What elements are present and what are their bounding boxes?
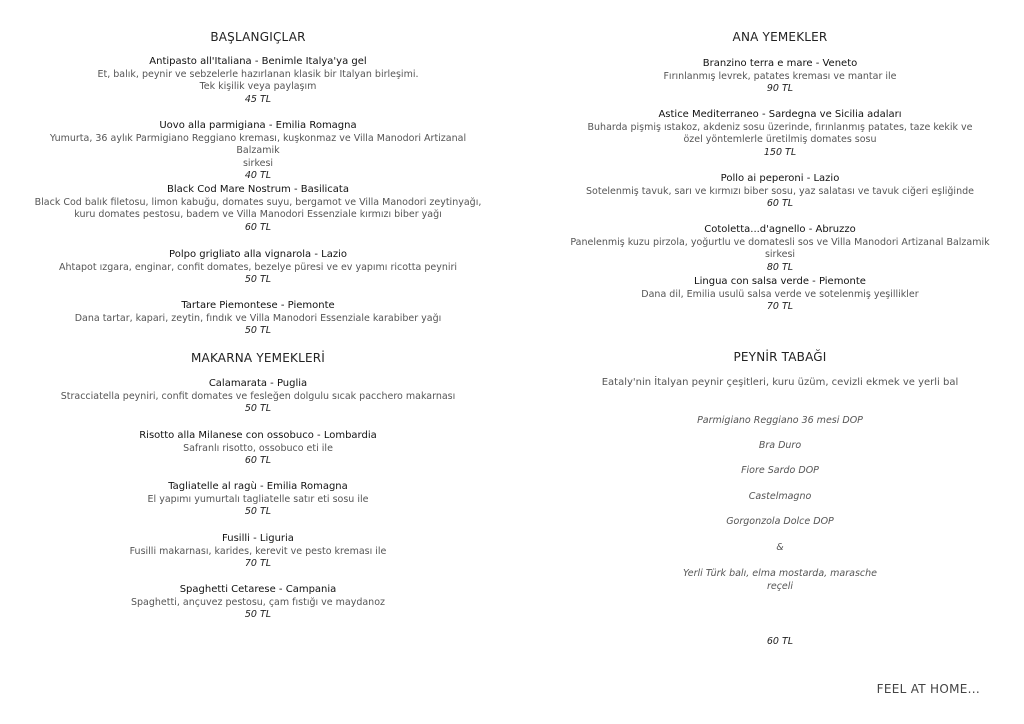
cheese-item: Fiore Sardo DOP [741,465,819,476]
menu-item-description: Fırınlanmış levrek, patates kreması ve mantar ile [663,70,897,82]
cheese-title: PEYNİR TABAĞI [733,350,827,364]
starters-title: BAŞLANGIÇLAR [210,30,306,44]
menu-item [28,378,488,416]
cheese-intro: Eataly'nin İtalyan peynir çeşitleri, kuru üzüm, cevizli ekmek ve yerli bal [601,377,959,388]
menu-item [28,56,488,106]
menu-item-price: 70 TL [766,301,794,312]
menu-item [28,300,488,338]
cheese-item: Castelmagno [748,491,812,502]
menu-item-name: Black Cod Mare Nostrum - Basilicata [167,184,349,195]
menu-item-price: 70 TL [244,558,272,569]
menu-item-price: 40 TL [244,170,272,181]
menu-item-price: 50 TL [244,325,272,336]
menu-item [28,584,488,622]
menu-item [560,276,1000,314]
menu-item-description: Fusilli makarnası, karides, kerevit ve pesto kreması ile [129,545,387,557]
cheese-item: Parmigiano Reggiano 36 mesi DOP [697,415,863,426]
menu-item-description: Black Cod balık filetosu, limon kabuğu, domates suyu, bergamot ve Villa Manodori zeytinyağı, kuru domates pestosu, badem ve Villa Manodori Essenziale kırmızı biber yağı [34,196,482,220]
menu-item-description: Panelenmiş kuzu pirzola, yoğurtlu ve domatesli sos ve Villa Manodori Artizanal Balzamik sirkesi [570,236,990,260]
menu-item-price: 60 TL [244,455,272,466]
menu-item-name: Tartare Piemontese - Piemonte [181,300,335,311]
menu-item [28,533,488,571]
menu-item [28,481,488,519]
menu-item [560,109,1000,159]
menu-item-name: Tagliatelle al ragù - Emilia Romagna [168,481,348,492]
menu-item [28,120,488,183]
menu-item-description: Yumurta, 36 aylık Parmigiano Reggiano kreması, kuşkonmaz ve Villa Manodori Artizanal Balzamik sirkesi [49,132,467,169]
menu-item-name: Astice Mediterraneo - Sardegna ve Sicilia adaları [658,109,902,120]
menu-item-price: 80 TL [766,261,794,273]
menu-item-description: Sotelenmiş tavuk, sarı ve kırmızı biber sosu, yaz salatası ve tavuk ciğeri eşliğinde [586,185,974,197]
footer-tagline: FEEL AT HOME... [876,682,980,696]
menu-item-price: 60 TL [244,221,272,233]
menu-item-description: Stracciatella peyniri, confit domates ve fesleğen dolgulu sıcak pacchero makarnası [60,390,456,402]
cheese-item: Gorgonzola Dolce DOP [726,516,834,527]
ampersand: & [776,542,784,553]
cheese-item: Bra Duro [758,440,802,451]
menu-item-description: Ahtapot ızgara, enginar, confit domates, bezelye püresi ve ev yapımı ricotta peyniri [58,261,458,273]
menu-item-name: Fusilli - Liguria [222,533,294,544]
pasta-title: MAKARNA YEMEKLERİ [190,351,326,365]
menu-item-price: 50 TL [244,506,272,517]
menu-item [560,173,1000,211]
menu-item [560,224,1000,274]
menu-item [560,58,1000,96]
menu-item-name: Cotoletta...d'agnello - Abruzzo [704,224,856,235]
cheese-price: 60 TL [766,636,794,647]
menu-item-price: 50 TL [244,403,272,414]
menu-item [28,249,488,287]
menu-item-name: Risotto alla Milanese con ossobuco - Lombardia [139,430,377,441]
menu-item-description: Buharda pişmiş ıstakoz, akdeniz sosu üzerinde, fırınlanmış patates, taze kekik ve özel yöntemlerle üretilmiş domates sosu [587,121,973,145]
menu-item-name: Calamarata - Puglia [208,378,308,389]
menu-item-price: 60 TL [766,198,794,209]
mains-title: ANA YEMEKLER [732,30,828,44]
cheese-item: Yerli Türk balı, elma mostarda, marasche reçeli [682,568,878,592]
menu-item-name: Lingua con salsa verde - Piemonte [694,276,866,287]
menu-item-description: Safranlı risotto, ossobuco eti ile [183,442,333,454]
menu-item-name: Pollo ai peperoni - Lazio [720,173,840,184]
menu-item-description: Dana dil, Emilia usulü salsa verde ve sotelenmiş yeşillikler [641,288,919,300]
menu-item-price: 50 TL [244,274,272,285]
menu-item-description: Dana tartar, kapari, zeytin, fındık ve Villa Manodori Essenziale karabiber yağı [74,312,442,324]
menu-item [28,184,488,234]
menu-item-name: Spaghetti Cetarese - Campania [179,584,337,595]
menu-item-description: El yapımı yumurtalı tagliatelle satır eti sosu ile [147,493,369,505]
menu-item-name: Branzino terra e mare - Veneto [702,58,858,69]
menu-item-description: Spaghetti, ançuvez pestosu, çam fıstığı ve maydanoz [131,596,385,608]
menu-item-price: 50 TL [244,609,272,620]
menu-item-price: 90 TL [766,83,794,94]
menu-item-price: 45 TL [244,93,272,105]
menu-item-name: Uovo alla parmigiana - Emilia Romagna [159,120,357,131]
menu-item-price: 150 TL [763,146,797,158]
menu-item-name: Polpo grigliato alla vignarola - Lazio [169,249,347,260]
menu-item [28,430,488,468]
menu-item-description: Et, balık, peynir ve sebzelerle hazırlanan klasik bir Italyan birleşimi. Tek kişilik veya paylaşım [97,68,419,92]
menu-item-name: Antipasto all'Italiana - Benimle Italya'ya gel [149,56,367,67]
